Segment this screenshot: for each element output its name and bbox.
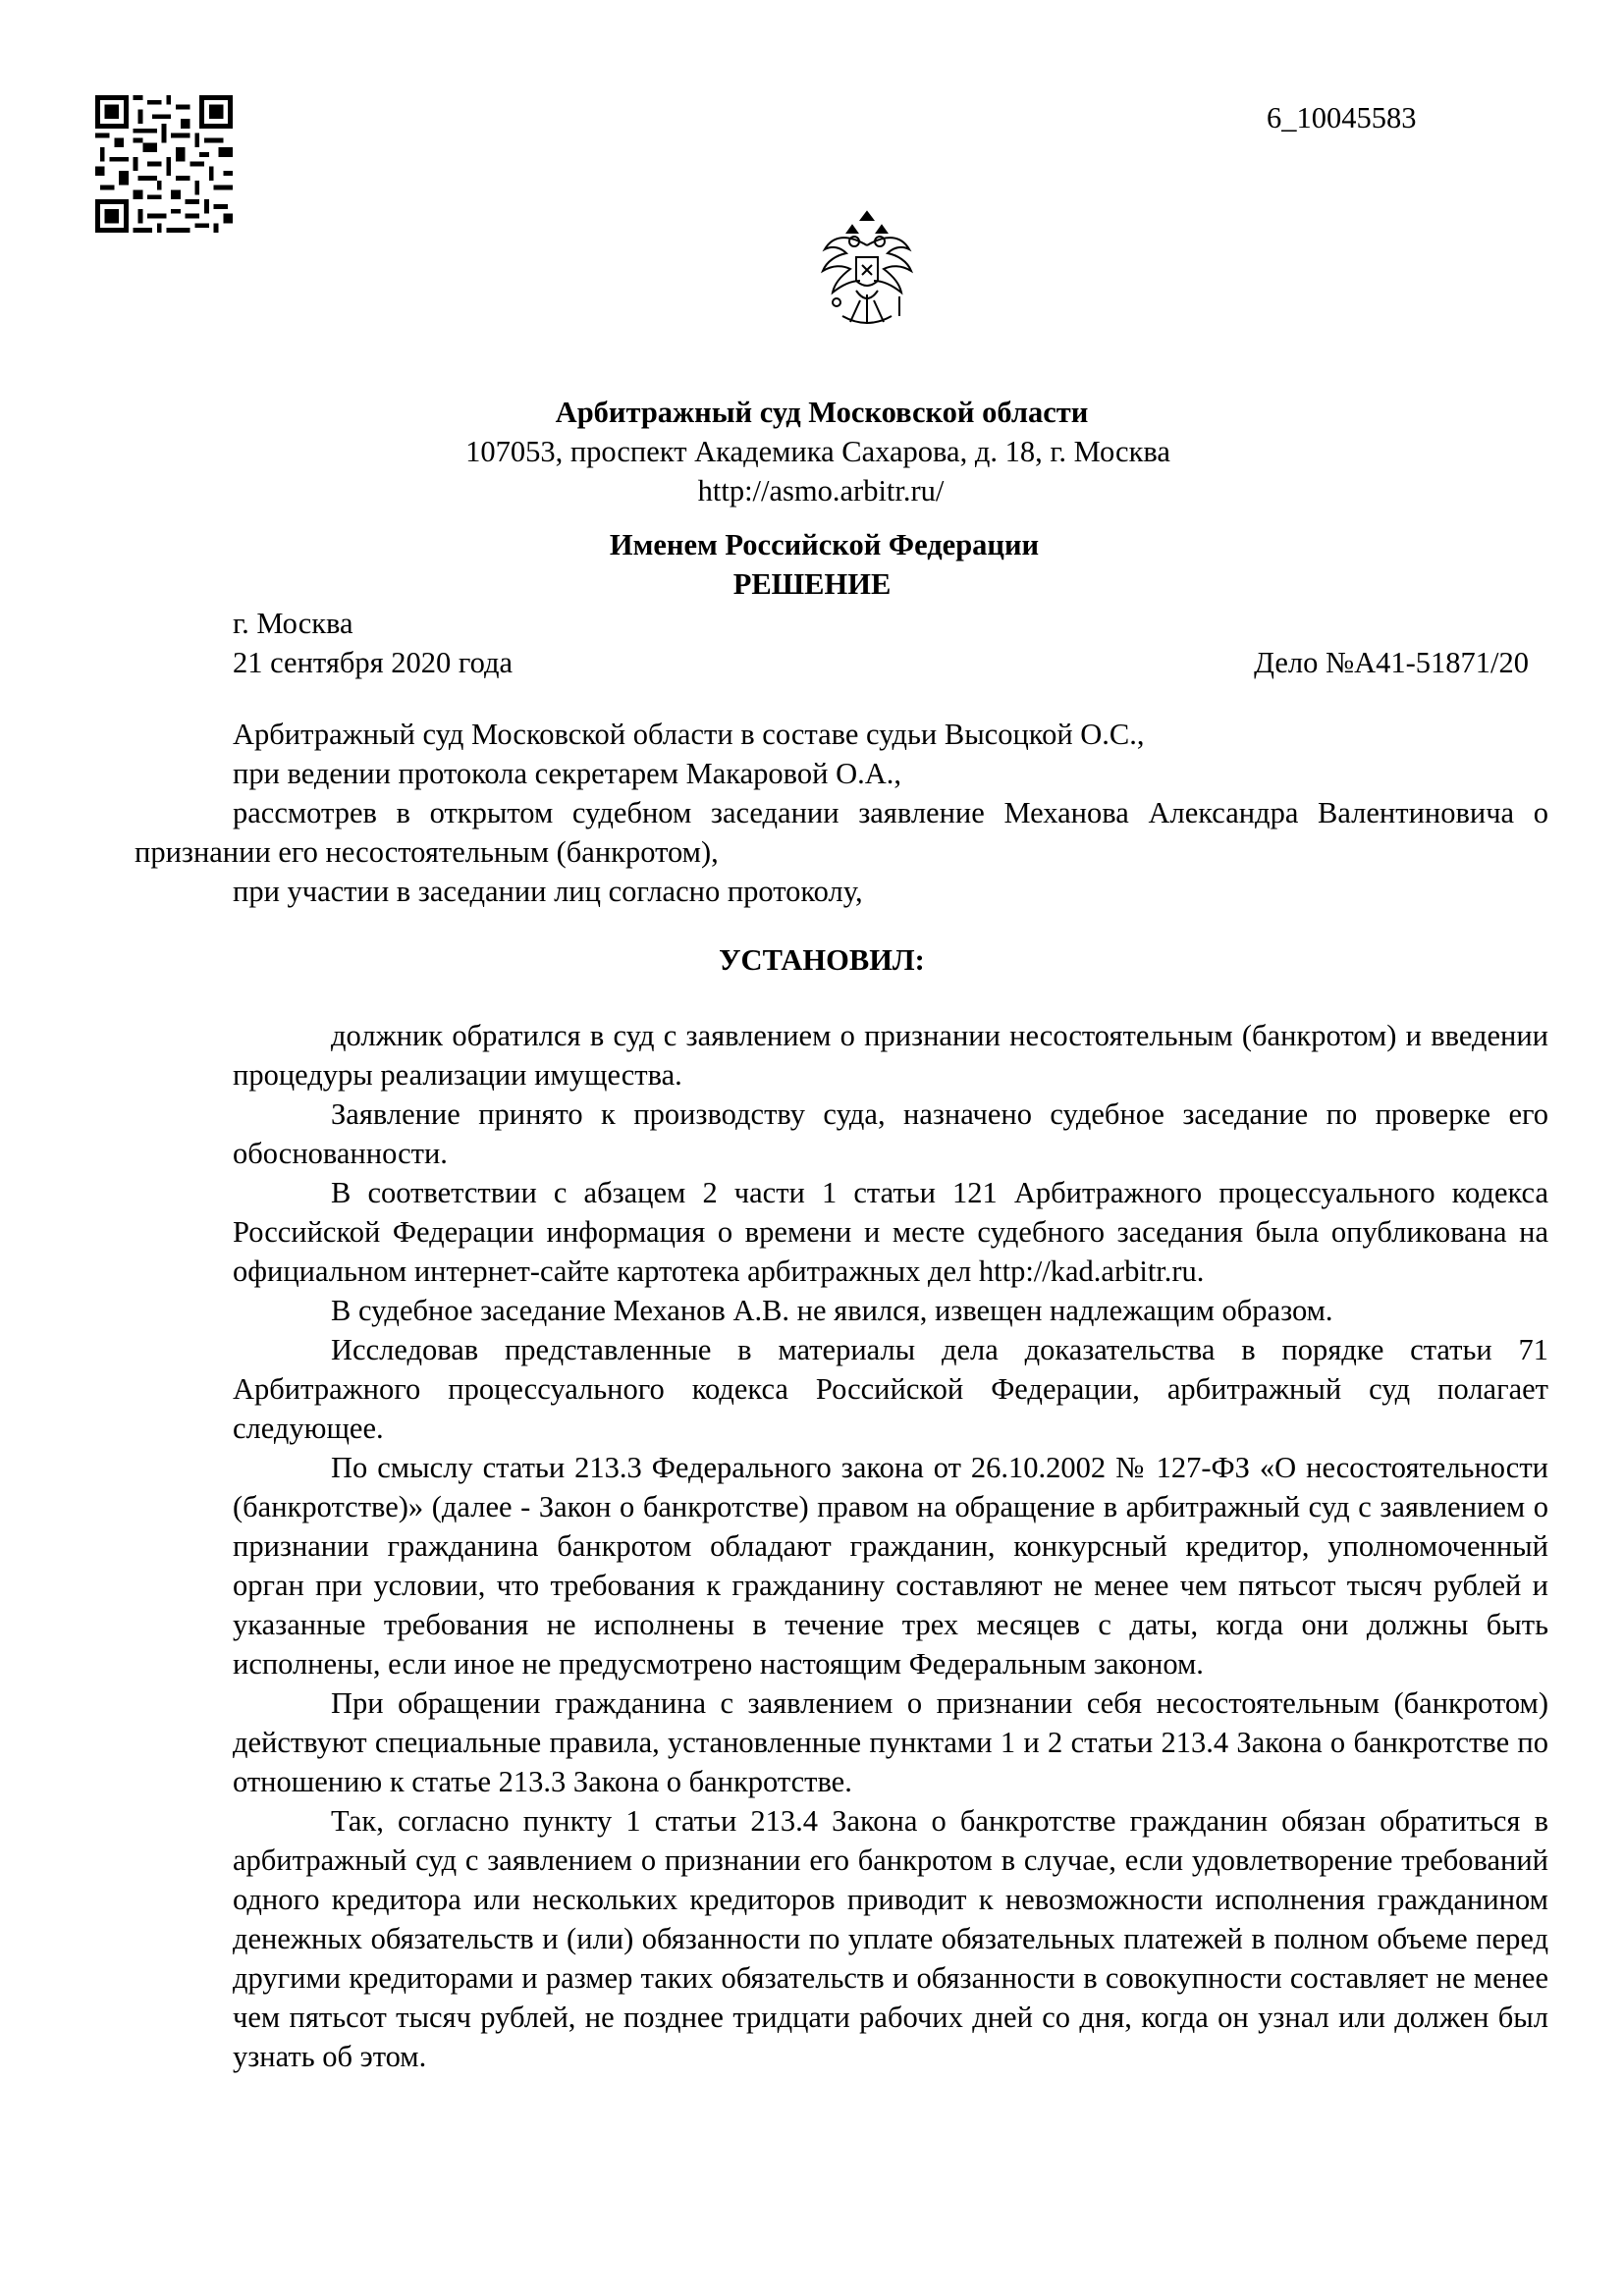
body-paragraph: При обращении гражданина с заявлением о признании себя несостоятельным (банкротом) действуют специальные правила, установленные пунктами 1 и 2 статьи 213.4 Закона о банкротстве по отношению к статье 213.3 Закона о банкротстве. <box>233 1686 1548 1798</box>
court-name: Арбитражный суд Московской области <box>555 396 1089 429</box>
body-paragraph: Исследовав представленные в материалы дела доказательства в порядке статьи 71 Арбитражного процессуального кодекса Российской Федерации, арбитражный суд полагает следующее. <box>233 1333 1548 1445</box>
decision-date: 21 сентября 2020 года <box>233 646 514 679</box>
body-paragraph: должник обратился в суд с заявлением о признании несостоятельным (банкротом) и введении процедуры реализации имущества. <box>233 1019 1548 1092</box>
city: г. Москва <box>233 607 353 640</box>
court-website: http://asmo.arbitr.ru/ <box>697 474 945 507</box>
body-paragraph: Так, согласно пункту 1 статьи 213.4 Закона о банкротстве гражданин обязан обратиться в арбитражный суд с заявлением о признании его банкротом в случае, если удовлетворение требований одного кредитора или нескольких кредиторов приводит к невозможности исполнения гражданином денежных обязательств и (или) обязанности по уплате обязательных платежей в полном объеме перед другими кредиторами и размер таких обязательств и обязанности в совокупности составляет не менее чем пятьсот тысяч рублей, не позднее тридцати рабочих дней со дня, когда он узнал или должен был узнать об этом. <box>233 1804 1548 2073</box>
intro-line: при ведении протокола секретарем Макаровой О.А., <box>233 757 901 790</box>
intro-block <box>135 715 1548 911</box>
body-paragraph: Заявление принято к производству суда, назначено судебное заседание по проверке его обоснованности. <box>233 1097 1548 1170</box>
coat-of-arms-icon <box>813 206 921 344</box>
intro-line-text: рассмотрев в открытом судебном заседании заявление Механова Александра Валентиновича о признании его несостоятельным (банкротом), <box>135 796 1548 869</box>
body-paragraph: По смыслу статьи 213.3 Федерального закона от 26.10.2002 № 127-ФЗ «О несостоятельности (банкротстве)» (далее - Закон о банкротстве) правом на обращение в арбитражный суд с заявлением о признании гражданина банкротом обладают гражданин, конкурсный кредитор, уполномоченный орган при условии, что требования к гражданину составляют не менее чем пятьсот тысяч рублей и указанные требования не исполнены в течение трех месяцев с даты, когда они должны быть исполнены, если иное не предусмотрено настоящим Федеральным законом. <box>233 1451 1548 1681</box>
case-number: Дело №А41-51871/20 <box>1254 646 1529 679</box>
body-paragraph: В судебное заседание Механов А.В. не явился, извещен надлежащим образом. <box>331 1294 1333 1327</box>
established-heading <box>0 940 1624 980</box>
decision-heading: РЕШЕНИЕ <box>732 567 892 601</box>
qr-code-icon <box>95 95 233 233</box>
intro-line <box>135 793 1548 872</box>
established-heading-text: УСТАНОВИЛ: <box>719 943 925 977</box>
in-the-name-line: Именем Российской Федерации <box>609 528 1040 561</box>
court-header <box>0 393 1624 510</box>
intro-line: при участии в заседании лиц согласно протоколу, <box>233 875 863 908</box>
decision-title <box>0 525 1624 604</box>
body-paragraph: В соответствии с абзацем 2 части 1 статьи 121 Арбитражного процессуального кодекса Российской Федерации информация о времени и месте судебного заседания была опубликована на официальном интернет-сайте картотека арбитражных дел http://kad.arbitr.ru. <box>233 1176 1548 1288</box>
intro-line: Арбитражный суд Московской области в составе судьи Высоцкой О.С., <box>233 718 1145 751</box>
document-id: 6_10045583 <box>1267 101 1417 134</box>
court-address: 107053, проспект Академика Сахарова, д. 18, г. Москва <box>465 435 1170 468</box>
decision-body <box>233 1016 1548 2076</box>
